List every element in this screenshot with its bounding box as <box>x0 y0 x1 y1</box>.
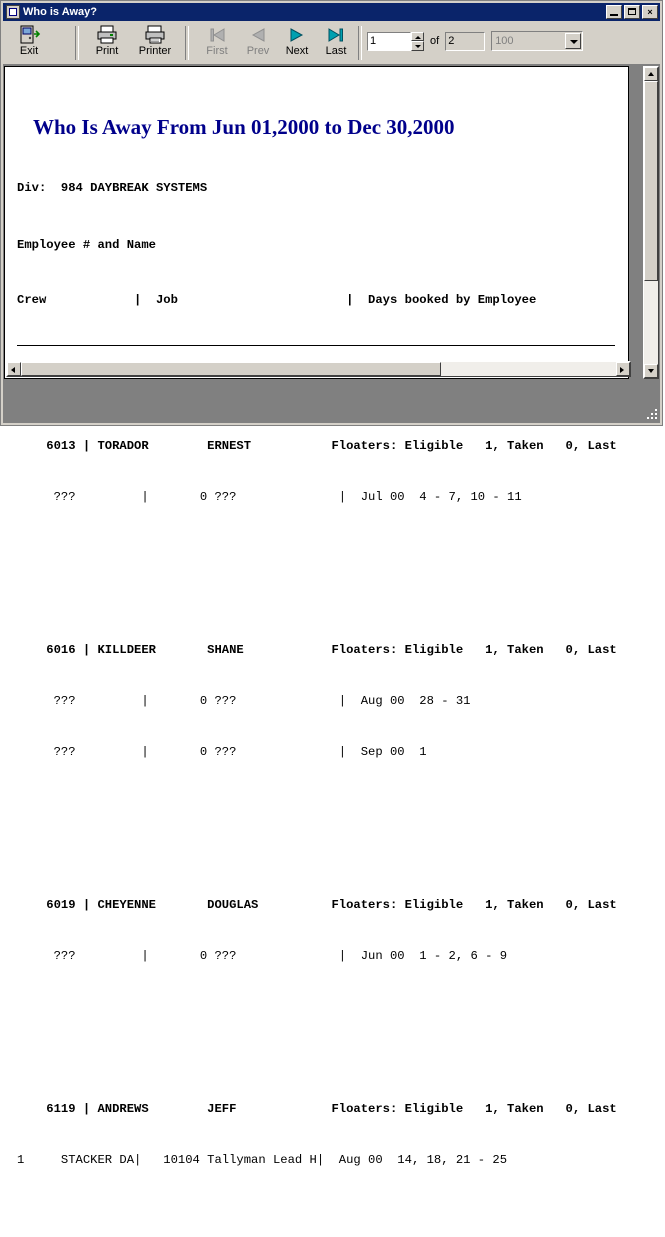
scroll-up-icon <box>648 72 654 76</box>
page-spinner[interactable] <box>367 32 424 51</box>
report-title: Who Is Away From Jun 01,2000 to Dec 30,2000 <box>33 115 455 139</box>
group-detail-row: ??? | 0 ??? | Aug 00 28 - 31 <box>17 694 471 708</box>
print-label: Print <box>95 45 119 57</box>
page-spin-down[interactable] <box>411 41 424 51</box>
exit-button[interactable] <box>7 24 51 62</box>
group-detail-row: ??? | 0 ??? | Sep 00 1 <box>17 745 427 759</box>
window-controls <box>606 5 658 19</box>
group-heading: 6019 | CHEYENNE DOUGLAS Floaters: Eligible 1, Taken 0, Last <box>17 898 617 912</box>
report-employee-line: Employee # and Name <box>17 238 156 252</box>
zoom-combobox[interactable] <box>491 31 583 51</box>
close-button[interactable] <box>642 5 658 19</box>
exit-label: Exit <box>19 45 39 57</box>
total-pages-field <box>445 32 485 51</box>
scroll-right-button[interactable] <box>616 362 630 376</box>
printer-setup-label: Printer <box>138 45 172 57</box>
scroll-down-button[interactable] <box>644 364 658 378</box>
document-window-icon <box>6 5 20 19</box>
previous-page-icon <box>236 25 280 45</box>
group-detail-row: ??? | 0 ??? | Jun 00 1 - 2, 6 - 9 <box>17 949 508 963</box>
toolbar-separator-1 <box>75 26 79 60</box>
chevron-down-icon[interactable] <box>565 33 581 49</box>
scroll-up-button[interactable] <box>644 67 658 81</box>
group-heading: 6016 | KILLDEER SHANE Floaters: Eligible 1, Taken 0, Last <box>17 643 617 657</box>
maximize-button[interactable] <box>624 5 640 19</box>
toolbar-separator-3 <box>358 26 362 60</box>
window-titlebar[interactable] <box>3 3 660 21</box>
report-column-headers: Crew | Job | Days booked by Employee <box>17 293 537 307</box>
next-page-label: Next <box>285 45 309 57</box>
toolbar-separator-2 <box>185 26 189 60</box>
window-title: Who is Away? <box>23 6 97 18</box>
horizontal-scrollbar[interactable] <box>6 361 631 377</box>
minimize-button[interactable] <box>606 5 622 19</box>
report-group <box>17 404 617 540</box>
scroll-down-icon <box>648 369 654 373</box>
next-page-button[interactable] <box>275 24 319 62</box>
door-exit-icon <box>7 25 51 45</box>
last-page-icon <box>314 25 358 45</box>
first-page-label: First <box>206 45 228 57</box>
page-spinner-buttons[interactable] <box>411 32 424 51</box>
report-group <box>17 608 617 795</box>
report-group <box>17 1067 617 1203</box>
close-icon: × <box>647 7 653 17</box>
toolbar <box>3 22 660 65</box>
last-page-button[interactable] <box>314 24 358 62</box>
preview-area <box>3 65 660 1167</box>
header-divider <box>17 344 615 346</box>
minimize-icon <box>610 14 618 16</box>
prev-page-button[interactable] <box>236 24 280 62</box>
first-page-icon <box>195 25 239 45</box>
page-spin-up[interactable] <box>411 32 424 42</box>
zoom-value: 100 <box>495 35 514 47</box>
group-heading: 6013 | TORADOR ERNEST Floaters: Eligible 1, Taken 0, Last <box>17 439 617 453</box>
report-body <box>5 67 629 1237</box>
report-group <box>17 863 617 999</box>
prev-page-label: Prev <box>246 45 270 57</box>
last-page-label: Last <box>325 45 347 57</box>
report-div-line: Div: 984 DAYBREAK SYSTEMS <box>17 181 208 195</box>
chevron-up-icon <box>415 36 421 39</box>
page-input[interactable] <box>367 32 411 51</box>
printer-icon <box>85 25 129 45</box>
vscroll-thumb[interactable] <box>644 81 658 281</box>
next-page-icon <box>275 25 319 45</box>
chevron-down-icon <box>415 45 421 48</box>
vertical-scrollbar[interactable] <box>643 66 659 379</box>
printer-setup-button[interactable] <box>133 24 177 62</box>
maximize-icon <box>628 8 636 15</box>
group-heading: 6119 | ANDREWS JEFF Floaters: Eligible 1, Taken 0, Last <box>17 1102 617 1116</box>
scroll-left-button[interactable] <box>7 362 21 376</box>
scroll-left-icon <box>11 367 15 373</box>
scroll-right-icon <box>620 367 624 373</box>
printer-setup-icon <box>133 25 177 45</box>
first-page-button[interactable] <box>195 24 239 62</box>
page-navigator <box>367 31 583 51</box>
group-detail-row: ??? | 0 ??? | Jul 00 4 - 7, 10 - 11 <box>17 490 522 504</box>
print-button[interactable] <box>85 24 129 62</box>
of-label: of <box>430 35 440 47</box>
resize-grip[interactable] <box>645 409 659 423</box>
report-page <box>4 66 629 1167</box>
hscroll-thumb[interactable] <box>21 362 441 376</box>
group-detail-row: 1 STACKER DA| 10104 Tallyman Lead H| Aug 00 14, 18, 21 - 25 <box>17 1153 508 1167</box>
